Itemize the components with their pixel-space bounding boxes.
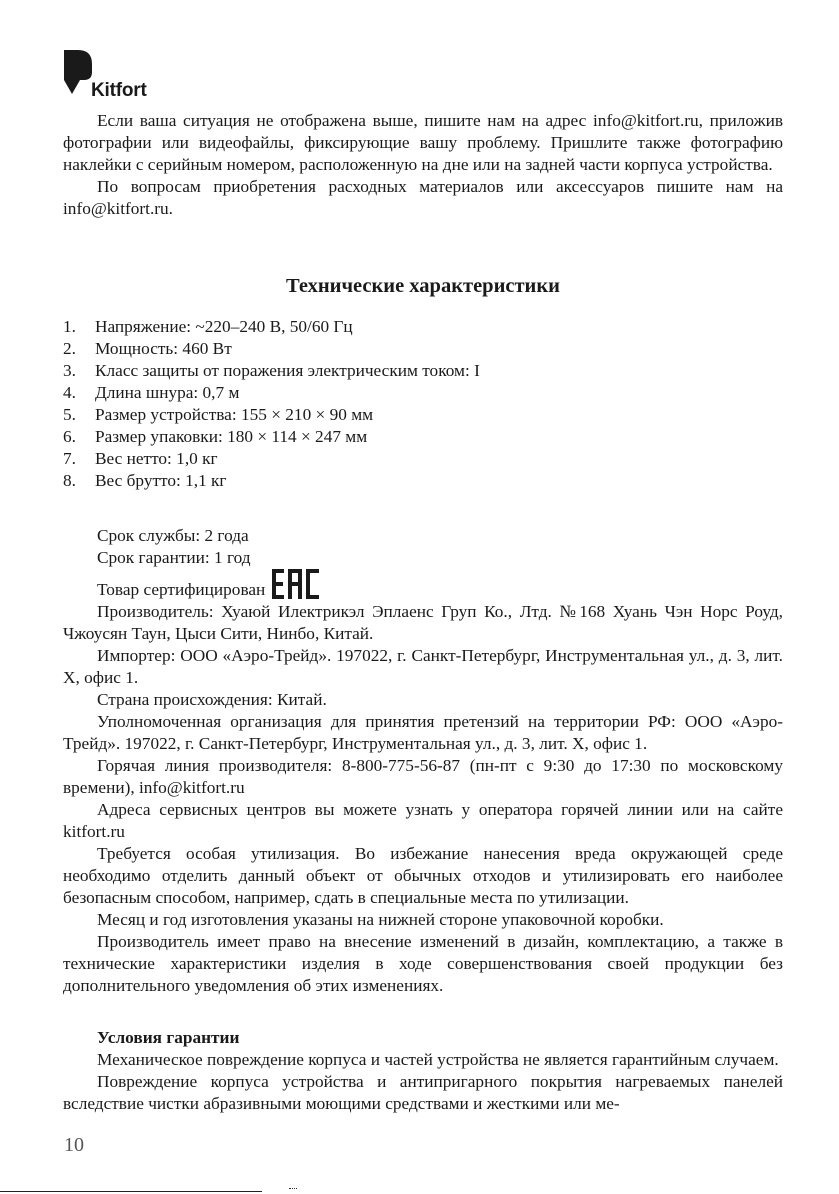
spec-item-text: Класс защиты от поражения электрическим током: I bbox=[95, 361, 480, 380]
brand-name: Kitfort bbox=[91, 80, 147, 101]
certified-text: Товар сертифицирован bbox=[97, 580, 266, 599]
design-changes-notice: Производитель имеет право на внесение изменений в дизайн, комплектацию, а также в технические характеристики изделия в ходе совершенствования своей продукции без дополнительного уведомления об этих изменениях. bbox=[63, 932, 783, 995]
specs-title: Технические характеристики bbox=[286, 275, 560, 297]
spec-item-number: 8. bbox=[63, 471, 76, 490]
spec-item bbox=[63, 338, 783, 360]
spec-item bbox=[63, 382, 783, 404]
spec-item-number: 7. bbox=[63, 449, 76, 468]
certification-row bbox=[63, 569, 783, 601]
spec-item-text: Размер устройства: 155 × 210 × 90 мм bbox=[95, 405, 374, 424]
page-number: 10 bbox=[64, 1134, 84, 1156]
kitfort-logo bbox=[64, 50, 184, 100]
spec-item-number: 4. bbox=[63, 383, 76, 402]
kitfort-logo-icon bbox=[64, 50, 92, 94]
spec-item-text: Вес брутто: 1,1 кг bbox=[95, 471, 227, 490]
spec-item-number: 2. bbox=[63, 339, 76, 358]
spec-item-number: 5. bbox=[63, 405, 76, 424]
intro-paragraph-1: Если ваша ситуация не отображена выше, пишите нам на адрес info@kitfort.ru, приложив фотографии или видеофайлы, фиксирующие вашу проблему. Пришлите также фотографию наклейки с серийным номером, расположенную на дне или на задней части корпуса устройства. bbox=[63, 111, 783, 174]
spec-item bbox=[63, 470, 783, 492]
spec-item bbox=[63, 316, 783, 338]
spec-item-text: Мощность: 460 Вт bbox=[95, 339, 232, 358]
spec-item bbox=[63, 448, 783, 470]
spec-item-number: 3. bbox=[63, 361, 76, 380]
spec-item bbox=[63, 404, 783, 426]
bottom-mark bbox=[289, 1188, 297, 1192]
spec-item-text: Длина шнура: 0,7 м bbox=[95, 383, 240, 402]
manufacturer: Производитель: Хуаюй Илектрикэл Эплаенс Груп Ко., Лтд. №168 Хуань Чэн Норс Роуд, Чжоусян Таун, Цыси Сити, Нинбо, Китай. bbox=[63, 602, 783, 643]
spec-item bbox=[63, 426, 783, 448]
country-of-origin: Страна происхождения: Китай. bbox=[97, 690, 327, 709]
warranty-period: Срок гарантии: 1 год bbox=[97, 548, 251, 567]
spec-item-number: 6. bbox=[63, 427, 76, 446]
warranty-terms-title: Условия гарантии bbox=[97, 1028, 240, 1047]
intro-paragraph-2: По вопросам приобретения расходных материалов или аксессуаров пишите нам на info@kitfort.ru. bbox=[63, 177, 783, 218]
production-date-notice: Месяц и год изготовления указаны на нижней стороне упаковочной коробки. bbox=[97, 910, 664, 929]
service-life: Срок службы: 2 года bbox=[97, 526, 249, 545]
service-centers: Адреса сервисных центров вы можете узнать у оператора горячей линии или на сайте kitfort.ru bbox=[63, 800, 783, 841]
warranty-terms-paragraph-2: Повреждение корпуса устройства и антипригарного покрытия нагреваемых панелей вследствие чистки абразивными моющими средствами и жесткими или ме- bbox=[63, 1072, 783, 1113]
warranty-terms-paragraph-1: Механическое повреждение корпуса и частей устройства не является гарантийным случаем. bbox=[97, 1050, 779, 1069]
document-body bbox=[63, 110, 783, 1115]
bottom-rule bbox=[0, 1191, 262, 1192]
authorized-organization: Уполномоченная организация для принятия претензий на территории РФ: ООО «Аэро-Трейд». 197022, г. Санкт-Петербург, Инструментальная ул., д. 3, лит. Х, офис 1. bbox=[63, 712, 783, 753]
eac-mark-icon bbox=[271, 569, 321, 599]
specs-list bbox=[63, 316, 783, 492]
spec-item-text: Вес нетто: 1,0 кг bbox=[95, 449, 218, 468]
spec-item-text: Напряжение: ~220–240 В, 50/60 Гц bbox=[95, 317, 353, 336]
disposal-notice: Требуется особая утилизация. Во избежание нанесения вреда окружающей среде необходимо отделить данный объект от обычных отходов и утилизировать его наиболее безопасным способом, например, сдать в специальные места по утилизации. bbox=[63, 844, 783, 907]
hotline: Горячая линия производителя: 8-800-775-56-87 (пн-пт с 9:30 до 17:30 по московскому времени), info@kitfort.ru bbox=[63, 756, 783, 797]
spec-item-number: 1. bbox=[63, 317, 76, 336]
importer: Импортер: ООО «Аэро-Трейд». 197022, г. Санкт-Петербург, Инструментальная ул., д. 3, лит. Х, офис 1. bbox=[63, 646, 783, 687]
spec-item-text: Размер упаковки: 180 × 114 × 247 мм bbox=[95, 427, 368, 446]
spec-item bbox=[63, 360, 783, 382]
